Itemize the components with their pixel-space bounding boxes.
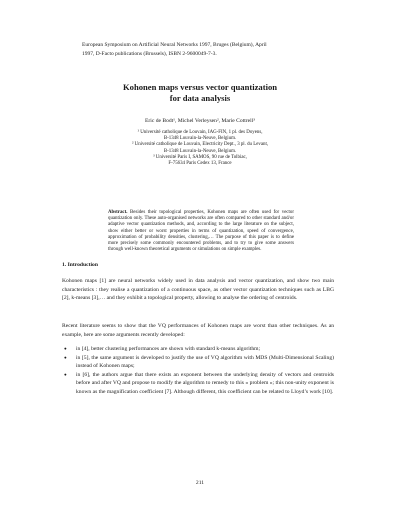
- intro-paragraph-2: Recent literature seems to show that the VQ performances of Kohonen maps are worst than other techniques. As an example, here are some arguments recently developed:: [62, 323, 334, 338]
- title-line-2: for data analysis: [169, 93, 231, 104]
- abstract: [108, 210, 294, 253]
- list-item: ● in [6], the authors argue that there exists an exponent between the underlying density of vectors and centroids before and after VQ and propose to modify the algorithm to remedy to this « problem »; this non-unity exponent is known as the magnification coefficient [7]. Although different, this coefficient can be related to Lloyd’s work [10].: [62, 371, 334, 397]
- argument-list: [62, 345, 334, 397]
- affiliation-line: F-75634 Paris Cedex 13, France: [168, 161, 232, 167]
- title-line-1: Kohonen maps versus vector quantization: [122, 82, 278, 92]
- author-list: Eric de Bodt¹, Michel Verleysen², Marie Cottrell³: [145, 118, 255, 124]
- affiliation-line: B-1348 Louvain-la-Neuve, Belgium.: [163, 136, 237, 142]
- abstract-label: Abstract.: [108, 210, 128, 215]
- page-number: 211: [195, 480, 205, 486]
- abstract-text: Besides their topological properties, Kohonen maps are often used for vector quantization only. These auto-organised networks are often compared to other standard and/or adaptive vector quantization methods, and, according to the large literature on the subject, show either better or worst properties in terms of quantization, speed of convergence, approximation of probability densities, clustering,… The purpose of this paper is to define more precisely some commonly encountered problems, and to try to give some answers through well-known theoretical arguments or simulations on simple examples.: [108, 210, 294, 253]
- affiliation-line: ¹ Université catholique de Louvain, IAG-FIN, 1 pl. des Doyens,: [137, 130, 263, 135]
- section-heading-introduction: 1. Introduction: [62, 262, 98, 268]
- affiliation-line: B-1348 Louvain-la-Neuve, Belgium.: [163, 148, 237, 154]
- header-line-1: European Symposium on Artificial Neural Networks 1997, Bruges (Belgium), April: [82, 42, 267, 48]
- affiliations: [95, 130, 305, 167]
- affiliation-line: ³ Université Paris I, SAMOS, 90 rue de Tolbiac,: [153, 154, 247, 160]
- paper-title: [60, 82, 340, 104]
- list-item: ● in [5], the same argument is developed to justify the use of VQ algorithm with MDS (Multi-Dimensional Scaling) instead of Kohonen maps;: [62, 354, 334, 371]
- list-item: ● in [4], better clustering performances are shown with standard k-means algorithm;: [62, 345, 334, 354]
- header-line-2: 1997, D-Facto publications (Brussels), ISBN 2-9600049-7-3.: [82, 51, 217, 58]
- intro-paragraph-1: Kohonen maps [1] are neural networks widely used in data analysis and vector quantization, and show two main characteristics : they realise a quantization of a continuous space, as other vector quantization techniques such as LBG [2], k-means [3],… and they exhibit a topological property, allowing to analyse the ordering of centroids.: [62, 278, 334, 302]
- affiliation-line: ² Université catholique de Louvain, Electricity Dept., 3 pl. du Levant,: [131, 142, 269, 148]
- publication-header: [82, 41, 328, 60]
